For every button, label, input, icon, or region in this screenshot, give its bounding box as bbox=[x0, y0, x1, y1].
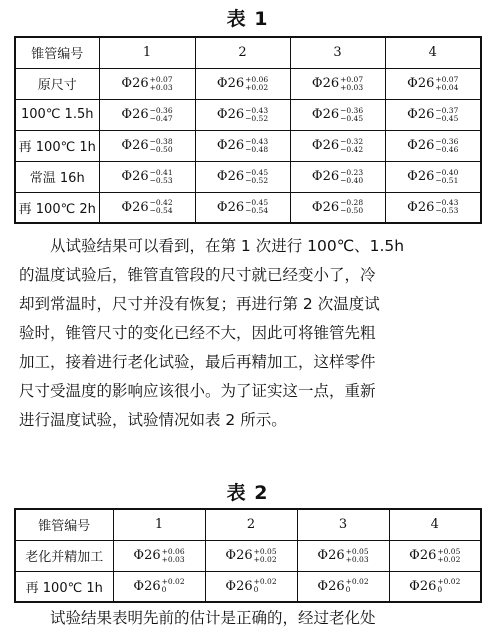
paragraph-line: 试验结果表明先前的估计是正确的，经过老化处 bbox=[50, 609, 376, 627]
row-label: 常温 16h bbox=[15, 161, 99, 192]
upper-tolerance: −0.43 bbox=[245, 105, 269, 115]
table2-caption: 表 2 bbox=[226, 482, 269, 504]
table-row bbox=[15, 161, 481, 192]
lower-tolerance: −0.53 bbox=[149, 175, 173, 185]
dimension-base: Φ26 bbox=[407, 107, 435, 122]
dimension-base: Φ26 bbox=[216, 76, 245, 91]
lower-tolerance: −0.47 bbox=[149, 113, 173, 123]
paragraph-line: 加工，接着进行老化试验，最后再精加工，这样零件 bbox=[19, 353, 376, 371]
upper-tolerance: −0.36 bbox=[435, 136, 459, 146]
dimension-base: Φ26 bbox=[317, 548, 345, 563]
paragraph-line: 的温度试验后，锥管直管段的尺寸就已经变小了，冷 bbox=[19, 266, 376, 284]
dimension-cell bbox=[389, 540, 481, 571]
dimension-base: Φ26 bbox=[121, 76, 149, 91]
dimension-cell bbox=[290, 161, 385, 192]
table-header-row bbox=[15, 37, 481, 68]
dimension-cell bbox=[297, 571, 389, 602]
upper-tolerance: −0.43 bbox=[245, 136, 269, 146]
header-cell-label: 锥管编号 bbox=[15, 37, 99, 68]
paragraph-line: 进行温度试验，试验情况如表 2 所示。 bbox=[19, 411, 287, 429]
dimension-cell bbox=[205, 571, 297, 602]
table1-caption: 表 1 bbox=[226, 8, 269, 30]
row-label: 再 100℃ 2h bbox=[15, 192, 99, 223]
table1 bbox=[14, 36, 482, 224]
lower-tolerance: +0.04 bbox=[435, 82, 459, 92]
header-cell-1: 1 bbox=[99, 37, 195, 68]
lower-tolerance: −0.50 bbox=[149, 144, 173, 154]
paragraph-line: 尺寸受温度的影响应该很小。为了证实这一点，重新 bbox=[19, 382, 376, 400]
dimension-cell bbox=[385, 99, 481, 130]
dimension-base: Φ26 bbox=[311, 169, 340, 184]
paragraph-line: 从试验结果可以看到，在第 1 次进行 100℃、1.5h bbox=[50, 237, 405, 255]
upper-tolerance: +0.07 bbox=[340, 74, 364, 84]
dimension-cell bbox=[385, 161, 481, 192]
lower-tolerance: −0.42 bbox=[340, 144, 364, 154]
dimension-cell bbox=[195, 192, 290, 223]
dimension-base: Φ26 bbox=[225, 578, 253, 594]
dimension-cell bbox=[113, 571, 205, 602]
dimension-base: Φ26 bbox=[133, 548, 161, 563]
dimension-cell bbox=[385, 130, 481, 161]
dimension-cell bbox=[290, 130, 385, 161]
upper-tolerance: −0.38 bbox=[149, 136, 173, 146]
lower-tolerance: 0 bbox=[345, 585, 351, 595]
dimension-base: Φ26 bbox=[216, 138, 245, 153]
dimension-base: Φ26 bbox=[133, 578, 161, 594]
header-cell-label: 锥管编号 bbox=[15, 509, 113, 540]
upper-tolerance: +0.05 bbox=[437, 546, 461, 556]
table-header-row bbox=[15, 509, 481, 540]
upper-tolerance: −0.42 bbox=[149, 198, 173, 208]
upper-tolerance: −0.32 bbox=[340, 136, 364, 146]
table-row bbox=[15, 99, 481, 130]
lower-tolerance: −0.45 bbox=[435, 113, 459, 123]
header-cell-4: 4 bbox=[385, 37, 481, 68]
dimension-cell bbox=[195, 99, 290, 130]
dimension-base: Φ26 bbox=[409, 548, 437, 563]
paragraph-1 bbox=[19, 232, 483, 435]
table-row bbox=[15, 540, 481, 571]
lower-tolerance: +0.02 bbox=[253, 554, 277, 564]
paragraph-2 bbox=[19, 604, 483, 633]
header-cell-2: 2 bbox=[195, 37, 290, 68]
lower-tolerance: +0.03 bbox=[149, 82, 173, 92]
lower-tolerance: 0 bbox=[161, 585, 167, 595]
upper-tolerance: −0.28 bbox=[340, 198, 364, 208]
table-row bbox=[15, 571, 481, 602]
dimension-base: Φ26 bbox=[407, 76, 435, 91]
dimension-base: Φ26 bbox=[317, 578, 345, 594]
dimension-base: Φ26 bbox=[311, 76, 340, 91]
upper-tolerance: +0.07 bbox=[149, 74, 173, 84]
dimension-cell bbox=[290, 68, 385, 99]
upper-tolerance: +0.02 bbox=[345, 577, 369, 587]
dimension-base: Φ26 bbox=[311, 107, 340, 122]
lower-tolerance: +0.02 bbox=[437, 554, 461, 564]
lower-tolerance: −0.40 bbox=[340, 175, 364, 185]
table-row bbox=[15, 130, 481, 161]
upper-tolerance: −0.41 bbox=[149, 167, 173, 177]
dimension-cell bbox=[290, 192, 385, 223]
row-label: 再 100℃ 1h bbox=[15, 130, 99, 161]
header-cell-1: 1 bbox=[113, 509, 205, 540]
lower-tolerance: −0.50 bbox=[340, 206, 364, 216]
lower-tolerance: +0.03 bbox=[340, 82, 364, 92]
upper-tolerance: −0.37 bbox=[435, 105, 459, 115]
lower-tolerance: −0.48 bbox=[245, 144, 269, 154]
table-row bbox=[15, 68, 481, 99]
row-label: 再 100℃ 1h bbox=[15, 571, 113, 602]
dimension-cell bbox=[99, 130, 195, 161]
dimension-cell bbox=[290, 99, 385, 130]
dimension-cell bbox=[297, 540, 389, 571]
upper-tolerance: −0.36 bbox=[149, 105, 173, 115]
header-cell-2: 2 bbox=[205, 509, 297, 540]
lower-tolerance: −0.52 bbox=[245, 175, 269, 185]
lower-tolerance: −0.52 bbox=[245, 113, 269, 123]
upper-tolerance: +0.06 bbox=[161, 546, 185, 556]
dimension-cell bbox=[99, 192, 195, 223]
dimension-cell bbox=[195, 161, 290, 192]
dimension-base: Φ26 bbox=[216, 107, 245, 122]
upper-tolerance: +0.02 bbox=[253, 577, 277, 587]
upper-tolerance: +0.05 bbox=[253, 546, 277, 556]
dimension-cell bbox=[389, 571, 481, 602]
dimension-base: Φ26 bbox=[216, 199, 245, 215]
row-label: 老化并精加工 bbox=[15, 540, 113, 571]
row-label: 原尺寸 bbox=[15, 68, 99, 99]
lower-tolerance: −0.46 bbox=[435, 144, 459, 154]
upper-tolerance: −0.45 bbox=[245, 167, 269, 177]
dimension-cell bbox=[205, 540, 297, 571]
paragraph-line: 却到常温时，尺寸并没有恢复；再进行第 2 次温度试 bbox=[19, 295, 380, 313]
row-label: 100℃ 1.5h bbox=[15, 99, 99, 130]
upper-tolerance: −0.43 bbox=[435, 198, 459, 208]
dimension-base: Φ26 bbox=[121, 138, 149, 153]
lower-tolerance: 0 bbox=[437, 585, 443, 595]
table-row bbox=[15, 192, 481, 223]
dimension-cell bbox=[385, 68, 481, 99]
lower-tolerance: −0.54 bbox=[149, 206, 173, 216]
lower-tolerance: −0.54 bbox=[245, 206, 269, 216]
dimension-base: Φ26 bbox=[121, 169, 149, 184]
upper-tolerance: +0.02 bbox=[161, 577, 185, 587]
dimension-base: Φ26 bbox=[407, 138, 435, 153]
dimension-base: Φ26 bbox=[121, 107, 149, 122]
upper-tolerance: −0.36 bbox=[340, 105, 364, 115]
lower-tolerance: +0.03 bbox=[345, 554, 369, 564]
dimension-cell bbox=[385, 192, 481, 223]
dimension-base: Φ26 bbox=[407, 199, 435, 215]
dimension-cell bbox=[195, 68, 290, 99]
upper-tolerance: +0.07 bbox=[435, 74, 459, 84]
table2 bbox=[14, 508, 482, 603]
dimension-base: Φ26 bbox=[121, 199, 149, 215]
dimension-cell bbox=[113, 540, 205, 571]
upper-tolerance: −0.45 bbox=[245, 198, 269, 208]
header-cell-3: 3 bbox=[290, 37, 385, 68]
dimension-cell bbox=[99, 68, 195, 99]
lower-tolerance: −0.45 bbox=[340, 113, 364, 123]
header-cell-4: 4 bbox=[389, 509, 481, 540]
lower-tolerance: +0.02 bbox=[245, 82, 269, 92]
dimension-cell bbox=[195, 130, 290, 161]
lower-tolerance: +0.03 bbox=[161, 554, 185, 564]
dimension-base: Φ26 bbox=[409, 578, 437, 594]
dimension-cell bbox=[99, 161, 195, 192]
lower-tolerance: −0.51 bbox=[435, 175, 459, 185]
paragraph-line: 验时，锥管尺寸的变化已经不大，因此可将锥管先粗 bbox=[19, 324, 376, 342]
upper-tolerance: −0.40 bbox=[435, 167, 459, 177]
upper-tolerance: +0.02 bbox=[437, 577, 461, 587]
dimension-base: Φ26 bbox=[407, 169, 435, 184]
upper-tolerance: +0.06 bbox=[245, 74, 269, 84]
dimension-base: Φ26 bbox=[225, 548, 253, 563]
dimension-base: Φ26 bbox=[311, 138, 340, 153]
header-cell-3: 3 bbox=[297, 509, 389, 540]
dimension-base: Φ26 bbox=[311, 199, 340, 215]
dimension-base: Φ26 bbox=[216, 169, 245, 184]
dimension-cell bbox=[99, 99, 195, 130]
lower-tolerance: 0 bbox=[253, 585, 259, 595]
upper-tolerance: +0.05 bbox=[345, 546, 369, 556]
upper-tolerance: −0.23 bbox=[340, 167, 364, 177]
lower-tolerance: −0.53 bbox=[435, 206, 459, 216]
